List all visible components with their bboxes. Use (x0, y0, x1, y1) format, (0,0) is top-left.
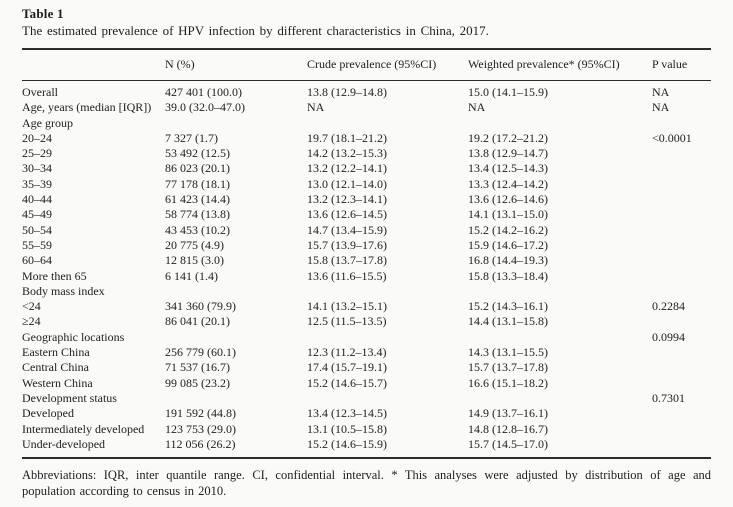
row-label: Body mass index (22, 283, 105, 298)
table-cell (468, 330, 652, 345)
table-cell: 14.3 (13.1–15.5) (468, 345, 548, 360)
table-cell: 19.7 (18.1–21.2) (307, 130, 387, 145)
row-label: ≥24 (22, 314, 41, 329)
table-cell (307, 330, 468, 345)
row-label: Age, years (median [IQR]) (22, 100, 152, 115)
table-row (22, 360, 711, 375)
table-cell (307, 284, 468, 299)
table-cell: 14.1 (13.2–15.1) (307, 299, 387, 314)
row-label: 50–54 (22, 222, 52, 237)
table-cell: 14.2 (13.2–15.3) (307, 146, 387, 161)
table-cell (468, 391, 652, 406)
table-row (22, 100, 711, 115)
table-body (22, 81, 711, 459)
table-cell: 427 401 (100.0) (165, 85, 242, 99)
table-cell: 0.0994 (652, 329, 685, 344)
row-label: 35–39 (22, 176, 52, 191)
row-label: Eastern China (22, 345, 90, 360)
table-cell: 13.4 (12.3–14.5) (307, 406, 387, 421)
table-cell: 43 453 (10.2) (165, 222, 230, 237)
table-cell: 61 423 (14.4) (165, 192, 230, 207)
table-cell (652, 116, 711, 131)
table-cell: 13.8 (12.9–14.7) (468, 146, 548, 161)
row-label: 25–29 (22, 146, 52, 161)
table-cell: 15.8 (13.7–17.8) (307, 253, 387, 268)
table-cell: 256 779 (60.1) (165, 345, 236, 360)
table-cell (652, 422, 711, 437)
table-row (22, 131, 711, 146)
table-cell: 13.6 (11.6–15.5) (307, 268, 387, 283)
table-cell: 13.0 (12.1–14.0) (307, 176, 387, 191)
row-label: Under-developed (22, 436, 106, 451)
table-cell: 20 775 (4.9) (165, 237, 224, 252)
table-row (22, 376, 711, 391)
table-cell: 13.6 (12.6–14.6) (468, 192, 548, 207)
table-cell: 86 041 (20.1) (165, 314, 230, 329)
row-label: <24 (22, 299, 41, 314)
table-cell: 13.1 (10.5–15.8) (307, 421, 387, 436)
table-cell (652, 284, 711, 299)
table-cell: 15.7 (14.5–17.0) (468, 436, 548, 451)
table-cell: 15.2 (14.6–15.9) (307, 436, 387, 451)
table-row (22, 238, 711, 253)
row-label: Central China (22, 360, 89, 375)
table-cell: NA (307, 100, 325, 115)
table-cell: 14.1 (13.1–15.0) (468, 207, 548, 222)
table-cell: 112 056 (26.2) (165, 436, 236, 451)
col-header-characteristic (22, 49, 165, 81)
row-label: 30–34 (22, 161, 52, 176)
table-cell: 14.7 (13.4–15.9) (307, 222, 387, 237)
table-cell: 13.3 (12.4–14.2) (468, 176, 548, 191)
table-cell: 99 085 (23.2) (165, 375, 230, 390)
table-cell: 71 537 (16.7) (165, 360, 230, 375)
table-row (22, 161, 711, 176)
row-label: 45–49 (22, 207, 52, 222)
row-label: Age group (22, 115, 73, 130)
row-label: Western China (22, 375, 93, 390)
table-cell: 77 178 (18.1) (165, 176, 230, 191)
table-row (22, 406, 711, 421)
table-cell (652, 223, 711, 238)
table-cell: 15.8 (13.3–18.4) (468, 268, 548, 283)
table-cell (652, 238, 711, 253)
table-label: Table 1 (22, 6, 64, 21)
row-label: Development status (22, 390, 117, 405)
table-row (22, 284, 711, 299)
table-cell: 15.2 (14.6–15.7) (307, 375, 387, 390)
table-row (22, 345, 711, 360)
table-cell (307, 391, 468, 406)
row-label: 60–64 (22, 253, 52, 268)
table-cell: 13.4 (12.5–14.3) (468, 161, 548, 176)
table-cell (652, 253, 711, 268)
table-row (22, 330, 711, 345)
table-cell: 15.7 (13.7–17.8) (468, 360, 548, 375)
table-cell (165, 116, 307, 131)
row-label: 55–59 (22, 237, 52, 252)
table-header (22, 49, 711, 81)
table-cell: 13.2 (12.3–14.1) (307, 192, 387, 207)
table-cell (652, 161, 711, 176)
table-cell (307, 116, 468, 131)
table-cell: 39.0 (32.0–47.0) (165, 100, 245, 115)
table-cell (652, 207, 711, 222)
table-row (22, 192, 711, 207)
table-footnote: Abbreviations: IQR, inter quantile range. CI, confidential interval. * This analyses were adjusted by distribution of age and population according to census in 2010. (22, 468, 711, 498)
table-cell (468, 116, 652, 131)
row-label: Geographic locations (22, 329, 125, 344)
table-cell: 86 023 (20.1) (165, 161, 230, 176)
table-cell: 12.3 (11.2–13.4) (307, 345, 387, 360)
table-cell: 53 492 (12.5) (165, 146, 230, 161)
table-cell (165, 330, 307, 345)
table-cell: 0.2284 (652, 299, 685, 314)
table-row (22, 269, 711, 284)
row-label: Intermediately developed (22, 421, 145, 436)
table-cell (652, 146, 711, 161)
table-row (22, 422, 711, 437)
table-row (22, 437, 711, 458)
table-cell: 13.2 (12.2–14.1) (307, 161, 387, 176)
table-cell: 16.8 (14.4–19.3) (468, 253, 548, 268)
table-row (22, 177, 711, 192)
row-label: More then 65 (22, 268, 87, 283)
row-label: Overall (22, 85, 58, 99)
table-cell: <0.0001 (652, 130, 692, 145)
table-cell: 16.6 (15.1–18.2) (468, 375, 548, 390)
table-cell (652, 376, 711, 391)
table-cell: 6 141 (1.4) (165, 268, 218, 283)
table-cell (652, 192, 711, 207)
table-cell: 19.2 (17.2–21.2) (468, 130, 548, 145)
table-cell: 13.8 (12.9–14.8) (307, 85, 387, 99)
table-row (22, 391, 711, 406)
table-cell: NA (468, 100, 486, 115)
table-cell: 341 360 (79.9) (165, 299, 236, 314)
col-header-crude-prevalence: Crude prevalence (95%CI) (307, 49, 468, 81)
row-label: 40–44 (22, 192, 52, 207)
table-row (22, 81, 711, 101)
table-cell: 15.7 (13.9–17.6) (307, 237, 387, 252)
col-header-p-value: P value (652, 49, 711, 81)
table-cell: 17.4 (15.7–19.1) (307, 360, 387, 375)
table-cell: 191 592 (44.8) (165, 406, 236, 421)
table-row (22, 207, 711, 222)
table-cell: 14.9 (13.7–16.1) (468, 406, 548, 421)
table-row (22, 299, 711, 314)
header-row (22, 49, 711, 81)
table-cell: 0.7301 (652, 390, 685, 405)
table-cell (165, 391, 307, 406)
col-header-n-percent: N (%) (165, 49, 307, 81)
table-row (22, 223, 711, 238)
col-header-weighted-prevalence: Weighted prevalence* (95%CI) (468, 49, 652, 81)
table-cell (652, 345, 711, 360)
table-caption: The estimated prevalence of HPV infection by different characteristics in China, 2017. (22, 23, 489, 38)
table-cell: 15.2 (14.3–16.1) (468, 299, 548, 314)
table-cell: 123 753 (29.0) (165, 421, 236, 436)
table-row (22, 253, 711, 268)
table-cell (652, 360, 711, 375)
row-label: Developed (22, 406, 74, 421)
table-cell: 14.4 (13.1–15.8) (468, 314, 548, 329)
table-cell: 13.6 (12.6–14.5) (307, 207, 387, 222)
table-cell: 12.5 (11.5–13.5) (307, 314, 387, 329)
table-cell (652, 406, 711, 421)
table-cell (652, 314, 711, 329)
table-row (22, 314, 711, 329)
table-cell: NA (652, 100, 670, 115)
table-cell: 14.8 (12.8–16.7) (468, 421, 548, 436)
table-cell: 15.2 (14.2–16.2) (468, 222, 548, 237)
table-cell: NA (652, 85, 670, 99)
table-row (22, 116, 711, 131)
table-cell: 58 774 (13.8) (165, 207, 230, 222)
row-label: 20–24 (22, 130, 52, 145)
table-cell (165, 284, 307, 299)
prevalence-table (22, 48, 711, 459)
table-cell (652, 177, 711, 192)
table-cell (468, 284, 652, 299)
table-cell (652, 269, 711, 284)
table-cell: 7 327 (1.7) (165, 130, 218, 145)
table-cell (652, 437, 711, 458)
table-cell: 15.0 (14.1–15.9) (468, 85, 548, 99)
table-cell: 12 815 (3.0) (165, 253, 224, 268)
table-cell: 15.9 (14.6–17.2) (468, 237, 548, 252)
table-row (22, 146, 711, 161)
